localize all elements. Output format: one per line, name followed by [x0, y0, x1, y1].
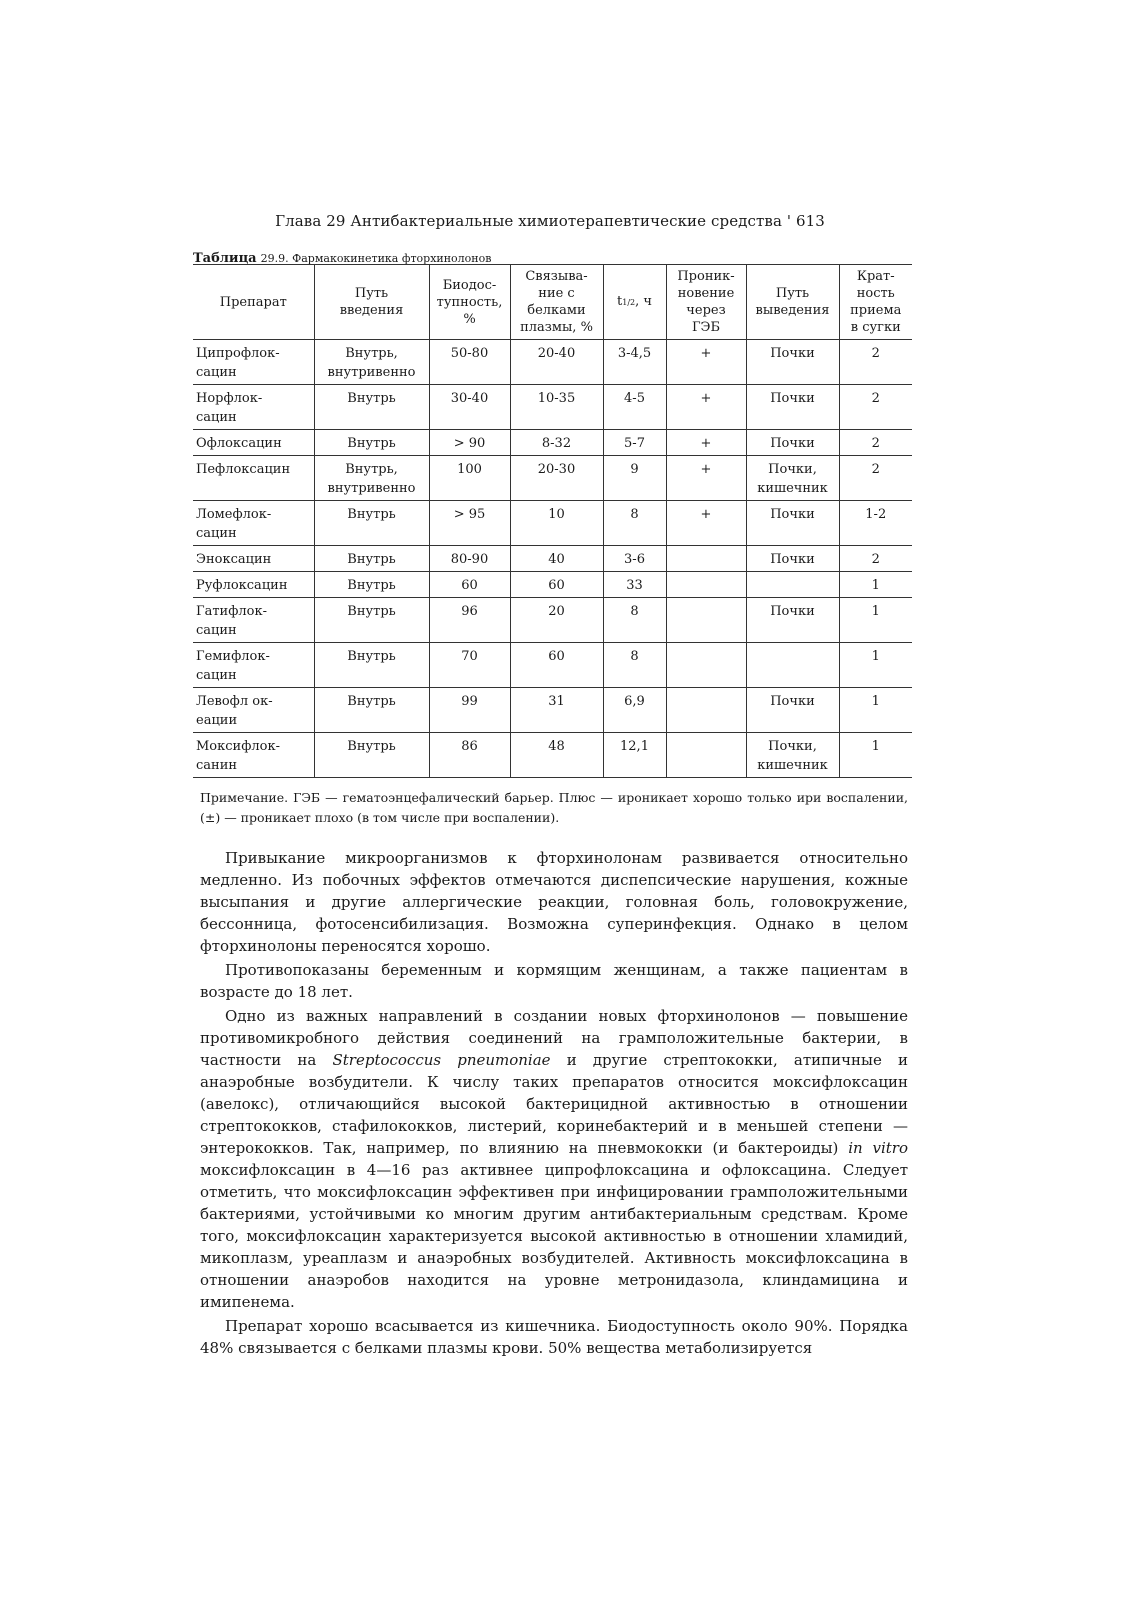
running-header: Глава 29 Антибактериальные химиотерапевтические средства ' 613	[275, 212, 825, 230]
cell-bbb: +	[666, 456, 746, 501]
cell-halflife: 3-4,5	[603, 340, 666, 385]
cell-drug: Норфлок- сацин	[193, 385, 314, 430]
cell-bio: 99	[429, 688, 510, 733]
table-body	[193, 340, 912, 778]
cell-halflife: 33	[603, 572, 666, 598]
cell-bio: 100	[429, 456, 510, 501]
cell-excretion: Почки	[746, 430, 839, 456]
table-header-row	[193, 265, 912, 340]
table-row	[193, 546, 912, 572]
col-header-protein-binding: Связыва- ние с белками плазмы, %	[510, 265, 603, 340]
cell-frequency: 1	[839, 598, 912, 643]
col-header-drug: Препарат	[193, 265, 314, 340]
cell-frequency: 1	[839, 733, 912, 778]
cell-bbb: +	[666, 430, 746, 456]
table-caption-text: 29.9. Фармакокинетика фторхинолонов	[260, 252, 492, 265]
cell-route: Внутрь	[314, 733, 429, 778]
cell-halflife: 4-5	[603, 385, 666, 430]
cell-binding: 48	[510, 733, 603, 778]
cell-frequency: 2	[839, 340, 912, 385]
cell-excretion	[746, 572, 839, 598]
cell-halflife: 12,1	[603, 733, 666, 778]
cell-excretion: Почки	[746, 546, 839, 572]
cell-halflife: 8	[603, 501, 666, 546]
cell-excretion: Почки	[746, 340, 839, 385]
cell-excretion	[746, 643, 839, 688]
cell-binding: 10	[510, 501, 603, 546]
cell-frequency: 2	[839, 546, 912, 572]
cell-bio: > 95	[429, 501, 510, 546]
body-paragraph	[200, 959, 908, 1003]
cell-route: Внутрь, внутривенно	[314, 456, 429, 501]
cell-halflife: 6,9	[603, 688, 666, 733]
table-row	[193, 598, 912, 643]
text-run: Противопоказаны беременным и кормящим женщинам, а также пациентам в возрасте до 18 лет.	[200, 961, 908, 1001]
cell-bbb	[666, 643, 746, 688]
text-run: моксифлоксацин в 4—16 раз активнее ципрофлоксацина и офлоксацина. Следует отметить, что моксифлоксацин эффективен при инфицировании грамположительными бактериями, устойчивыми ко многим другим антибактериальным средствам. Кроме того, моксифлоксацин характеризуется высокой активностью в отношении хламидий, микоплазм, уреаплазм и анаэробных возбудителей. Активность моксифлоксацина в отношении анаэробов находится на уровне метронидазола, клиндамицина и имипенема.	[200, 1161, 908, 1311]
table-row	[193, 430, 912, 456]
cell-excretion: Почки	[746, 385, 839, 430]
cell-drug: Пефлоксацин	[193, 456, 314, 501]
table-row	[193, 456, 912, 501]
table-row	[193, 688, 912, 733]
cell-excretion: Почки, кишечник	[746, 733, 839, 778]
cell-route: Внутрь	[314, 688, 429, 733]
cell-bio: 80-90	[429, 546, 510, 572]
cell-bio: > 90	[429, 430, 510, 456]
cell-binding: 10-35	[510, 385, 603, 430]
cell-route: Внутрь	[314, 572, 429, 598]
body-paragraph	[200, 1315, 908, 1359]
table-row	[193, 643, 912, 688]
cell-frequency: 2	[839, 456, 912, 501]
cell-bio: 60	[429, 572, 510, 598]
cell-drug: Гемифлок- сацин	[193, 643, 314, 688]
cell-drug: Офлоксацин	[193, 430, 314, 456]
cell-halflife: 5-7	[603, 430, 666, 456]
cell-route: Внутрь, внутривенно	[314, 340, 429, 385]
cell-drug: Левофл ок- еации	[193, 688, 314, 733]
cell-route: Внутрь	[314, 430, 429, 456]
col-header-bioavailability: Биодос- тупность, %	[429, 265, 510, 340]
cell-drug: Руфлоксацин	[193, 572, 314, 598]
cell-excretion: Почки, кишечник	[746, 456, 839, 501]
body-paragraph	[200, 1005, 908, 1313]
cell-drug: Гатифлок- сацин	[193, 598, 314, 643]
cell-binding: 20	[510, 598, 603, 643]
table-note: Примечание. ГЭБ — гематоэнцефалический барьер. Плюс — ироникает хорошо только ири воспалении, (±) — проникает плохо (в том числе при воспалении).	[200, 790, 908, 825]
table-row	[193, 501, 912, 546]
cell-binding: 20-40	[510, 340, 603, 385]
italic-term: Streptococcus pneumoniae	[332, 1051, 551, 1069]
cell-frequency: 1	[839, 572, 912, 598]
cell-frequency: 2	[839, 430, 912, 456]
cell-halflife: 8	[603, 598, 666, 643]
cell-frequency: 2	[839, 385, 912, 430]
cell-binding: 20-30	[510, 456, 603, 501]
cell-binding: 8-32	[510, 430, 603, 456]
col-header-half-life: t1/2, ч	[603, 265, 666, 340]
cell-route: Внутрь	[314, 643, 429, 688]
cell-bbb: +	[666, 501, 746, 546]
cell-route: Внутрь	[314, 385, 429, 430]
body-paragraph	[200, 847, 908, 957]
cell-route: Внутрь	[314, 501, 429, 546]
col-header-bbb-penetration: Проник- новение через ГЭБ	[666, 265, 746, 340]
cell-excretion: Почки	[746, 598, 839, 643]
body-text	[200, 847, 908, 1359]
cell-binding: 60	[510, 572, 603, 598]
cell-binding: 31	[510, 688, 603, 733]
cell-frequency: 1	[839, 688, 912, 733]
cell-bbb: +	[666, 340, 746, 385]
table-row	[193, 733, 912, 778]
cell-drug: Ломефлок- сацин	[193, 501, 314, 546]
pharmacokinetics-table	[193, 264, 912, 778]
table-row	[193, 572, 912, 598]
cell-bbb	[666, 546, 746, 572]
italic-term: in vitro	[848, 1139, 908, 1157]
cell-frequency: 1	[839, 643, 912, 688]
cell-drug: Эноксацин	[193, 546, 314, 572]
table-row	[193, 340, 912, 385]
col-header-frequency: Крат- ность приема в сугки	[839, 265, 912, 340]
cell-excretion: Почки	[746, 501, 839, 546]
col-header-route: Путь введения	[314, 265, 429, 340]
cell-bio: 70	[429, 643, 510, 688]
cell-binding: 60	[510, 643, 603, 688]
cell-halflife: 9	[603, 456, 666, 501]
cell-drug: Ципрофлок- сацин	[193, 340, 314, 385]
text-run: Препарат хорошо всасывается из кишечника. Биодоступность около 90%. Порядка 48% связывается с белками плазмы крови. 50% вещества метаболизируется	[200, 1317, 908, 1357]
cell-bbb: +	[666, 385, 746, 430]
cell-route: Внутрь	[314, 598, 429, 643]
table-caption-label: Таблица	[193, 251, 257, 266]
cell-route: Внутрь	[314, 546, 429, 572]
cell-bbb	[666, 733, 746, 778]
cell-binding: 40	[510, 546, 603, 572]
cell-bio: 86	[429, 733, 510, 778]
cell-frequency: 1-2	[839, 501, 912, 546]
cell-bio: 30-40	[429, 385, 510, 430]
cell-bbb	[666, 572, 746, 598]
text-run: Одно из важных направлений в создании новых фторхинолонов — повышение противомикробного действия соединений на грамположительные бактерии, в частности на	[200, 1007, 908, 1069]
cell-excretion: Почки	[746, 688, 839, 733]
cell-halflife: 8	[603, 643, 666, 688]
text-run: Привыкание микроорганизмов к фторхинолонам развивается относительно медленно. Из побочных эффектов отмечаются диспепсические нарушения, кожные высыпания и другие аллергические реакции, головная боль, головокружение, бессонница, фотосенсибилизация. Возможна суперинфекция. Однако в целом фторхинолоны переносятся хорошо.	[200, 849, 908, 955]
cell-bio: 50-80	[429, 340, 510, 385]
col-header-excretion: Путь выведения	[746, 265, 839, 340]
cell-bbb	[666, 598, 746, 643]
table-row	[193, 385, 912, 430]
cell-bio: 96	[429, 598, 510, 643]
cell-drug: Моксифлок- санин	[193, 733, 314, 778]
cell-bbb	[666, 688, 746, 733]
text-run: и другие стрептококки, атипичные и анаэробные возбудители. К числу таких препаратов относится моксифлоксацин (авелокс), отличающийся высокой бактерицидной активностью в отношении стрептококков, стафилококков, листерий, коринебактерий и в меньшей степени — энтерококков. Так, например, по влиянию на пневмококки (и бактероиды)	[200, 1051, 908, 1157]
cell-halflife: 3-6	[603, 546, 666, 572]
